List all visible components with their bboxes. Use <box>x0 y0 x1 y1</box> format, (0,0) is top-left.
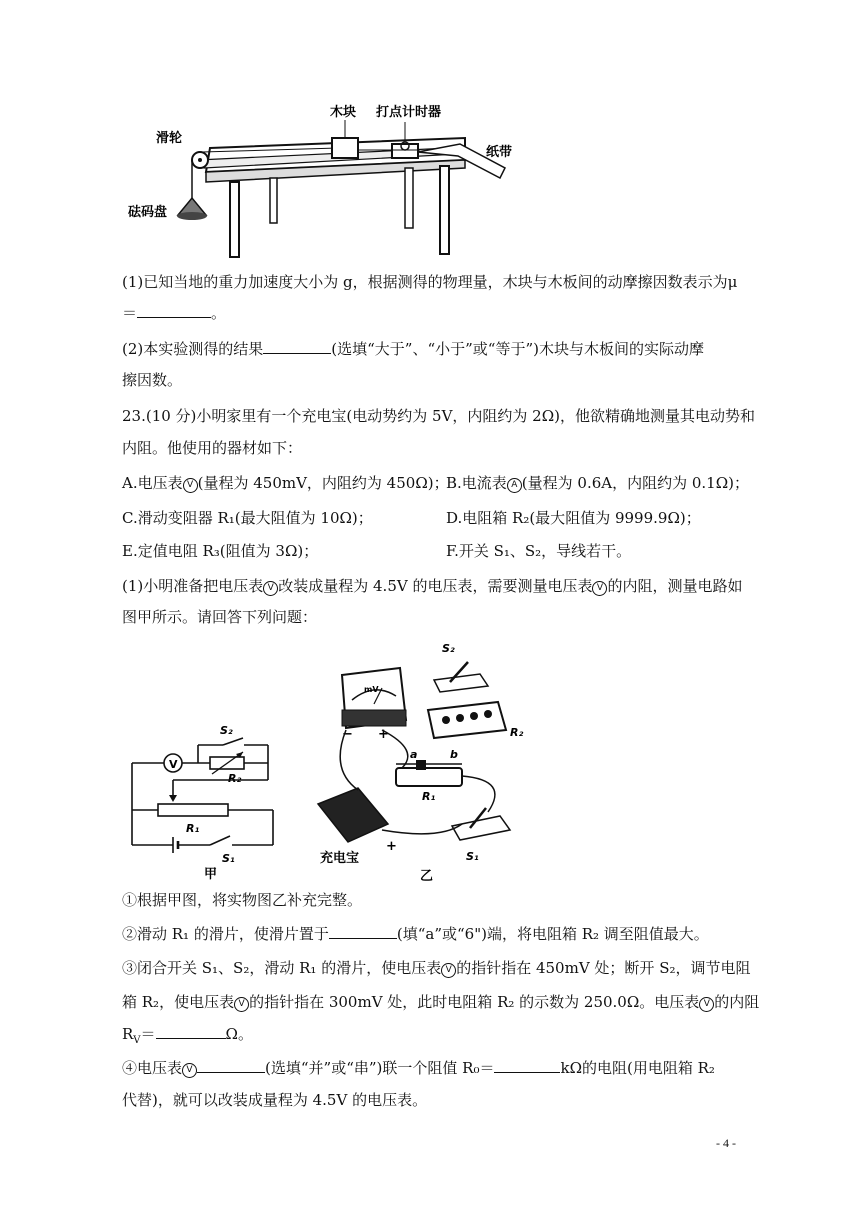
jia-s2-label: S₂ <box>220 724 233 737</box>
voltmeter-icon: V <box>234 997 249 1012</box>
step-4-line1: ④电压表 V (选填“并”或“串”)联一个阻值 R₀＝ kΩ的电阻(用电阻箱 R₂ <box>122 1059 715 1077</box>
item-c: C.滑动变阻器 R₁(最大阻值为 10Ω)； <box>122 509 373 527</box>
yi-r1-label: R₁ <box>422 790 436 803</box>
circuit-diagram-jia <box>118 700 278 885</box>
q22-part1-line1: (1)已知当地的重力加速度大小为 g，根据测得的物理量，木块与木板间的动摩擦因数表示为μ <box>122 273 738 291</box>
yi-b-label: b <box>450 748 458 761</box>
q22-part2-line2: 擦因数。 <box>122 371 183 389</box>
step-2: ②滑动 R₁ 的滑片，使滑片置于 (填“a”或“6")端，将电阻箱 R₂ 调至阻值最大。 <box>122 925 709 943</box>
fig1-timer-label: 打点计时器 <box>376 105 442 120</box>
page-number: - 4 - <box>716 1136 736 1150</box>
yi-dial-label: mV <box>364 685 379 694</box>
friction-apparatus-figure <box>120 100 530 265</box>
fig1-pulley-label: 滑轮 <box>156 131 183 146</box>
yi-minus-label: − <box>342 727 353 742</box>
jia-r1-label: R₁ <box>186 822 200 835</box>
answer-blank[interactable] <box>197 1058 265 1073</box>
wiring-photo-yi <box>310 640 540 885</box>
ammeter-icon: A <box>507 478 522 493</box>
step-3-line1: ③闭合开关 S₁、S₂，滑动 R₁ 的滑片，使电压表 V 的指针指在 450mV 处；断开 S₂，调节电阻 <box>122 959 751 977</box>
q23-sub1-line2: 图甲所示。请回答下列问题： <box>122 608 318 626</box>
voltmeter-icon: V <box>263 581 278 596</box>
answer-blank[interactable] <box>137 303 211 318</box>
voltmeter-icon: V <box>699 997 714 1012</box>
item-a: A.电压表 V (量程为 450mV，内阻约为 450Ω)； <box>122 474 449 492</box>
step-1: ①根据甲图，将实物图乙补充完整。 <box>122 891 363 909</box>
fig1-pan-label: 砝码盘 <box>128 205 168 220</box>
fig1-block-label: 木块 <box>330 105 357 120</box>
step-3-line3: $R_V= \Omega$。 <box>122 1025 253 1046</box>
yi-plus2-label: + <box>386 839 397 854</box>
q22-part1-line2: ＝ 。 <box>122 304 227 322</box>
yi-s2-label: S₂ <box>442 642 455 655</box>
voltmeter-icon: V <box>441 963 456 978</box>
item-d: D.电阻箱 R₂(最大阻值为 9999.9Ω)； <box>446 509 701 527</box>
jia-s1-label: S₁ <box>222 852 235 865</box>
jia-voltmeter-label: V <box>169 758 178 771</box>
yi-caption: 乙 <box>420 869 434 884</box>
step-4-line2: 代替)，就可以改装成量程为 4.5V 的电压表。 <box>122 1091 428 1109</box>
answer-blank[interactable] <box>494 1058 560 1073</box>
voltmeter-icon: V <box>182 1063 197 1078</box>
q23-sub1-line1: (1)小明准备把电压表 V 改装成量程为 4.5V 的电压表，需要测量电压表 V 的内阻，测量电路如 <box>122 577 743 595</box>
answer-blank[interactable] <box>329 924 397 939</box>
q23-intro-line1: 23.(10 分)小明家里有一个充电宝(电动势约为 5V，内阻约为 2Ω)，他欲精确地测量其电动势和 <box>122 407 756 425</box>
step-3-line2: 箱 R₂，使电压表 V 的指针指在 300mV 处，此时电阻箱 R₂ 的示数为 250.0Ω。电压表 V 的内阻 <box>122 993 760 1011</box>
yi-a-label: a <box>410 748 418 761</box>
item-f: F.开关 S₁、S₂，导线若干。 <box>446 542 632 560</box>
item-b: B.电流表 A (量程为 0.6A，内阻约为 0.1Ω)； <box>446 474 750 492</box>
yi-plus1-label: + <box>378 727 389 742</box>
q22-part2-line1: (2)本实验测得的结果 (选填“大于”、“小于”或“等于”)木块与木板间的实际动摩 <box>122 340 704 358</box>
item-e: E.定值电阻 R₃(阻值为 3Ω)； <box>122 542 319 560</box>
jia-r2-label: R₂ <box>228 772 242 785</box>
yi-r2-label: R₂ <box>510 726 524 739</box>
q23-intro-line2: 内阻。他使用的器材如下： <box>122 439 303 457</box>
answer-blank[interactable] <box>156 1024 226 1039</box>
voltmeter-icon: V <box>183 478 198 493</box>
yi-s1-label: S₁ <box>466 850 479 863</box>
fig1-tape-label: 纸带 <box>486 145 513 160</box>
answer-blank[interactable] <box>263 339 331 354</box>
jia-caption: 甲 <box>204 867 218 882</box>
voltmeter-icon: V <box>592 581 607 596</box>
yi-bank-label: 充电宝 <box>320 851 360 866</box>
